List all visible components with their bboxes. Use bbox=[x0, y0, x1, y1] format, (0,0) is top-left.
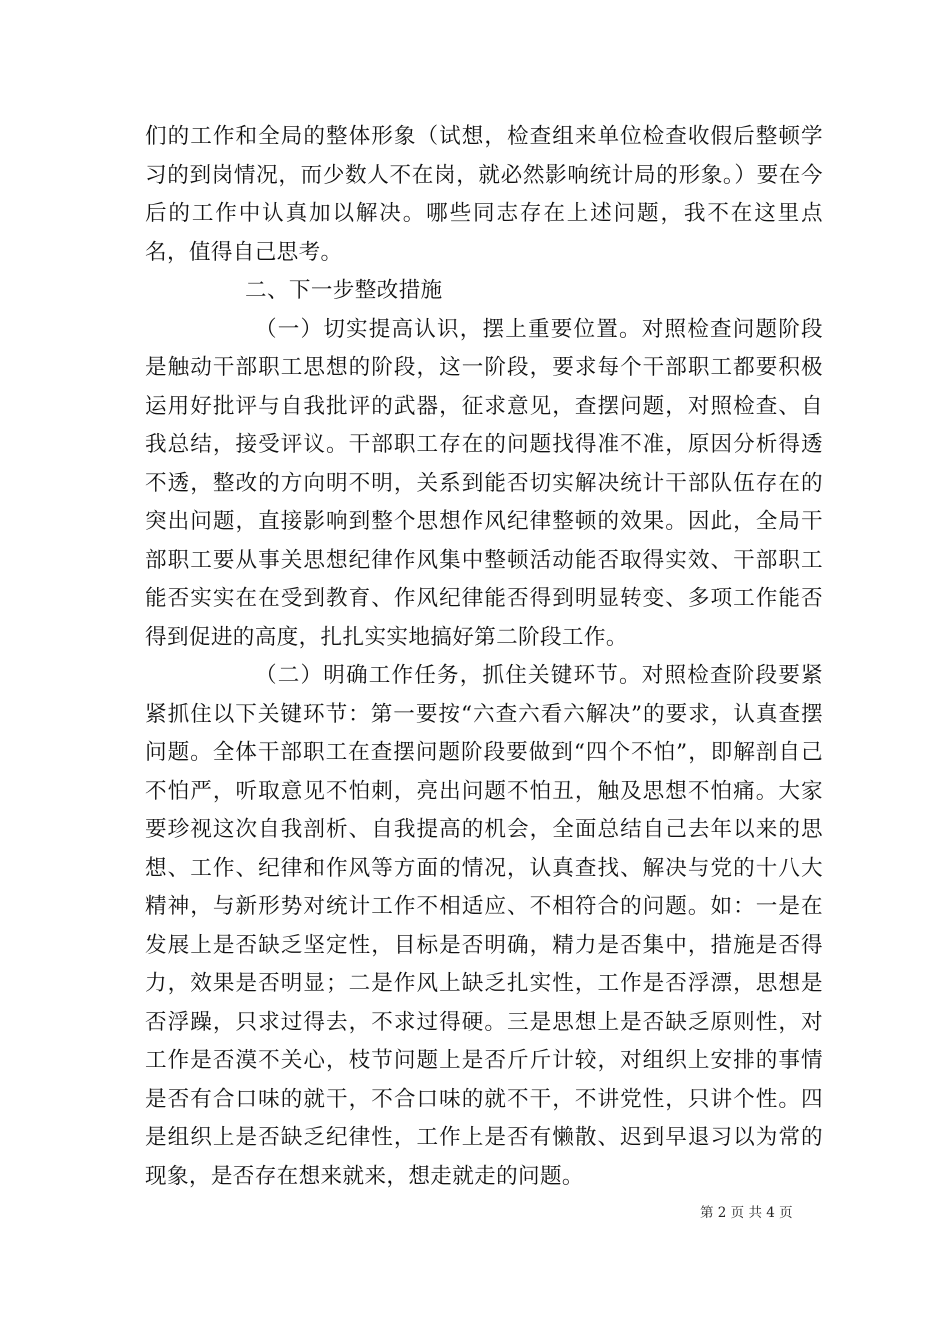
paragraph-continuation: 们的工作和全局的整体形象（试想，检查组来单位检查收假后整顿学习的到岗情况，而少数人不在岗，就必然影响统计局的形象。）要在今后的工作中认真加以解决。哪些同志存在上述问题，我不在这里点名，值得自己思考。 bbox=[145, 124, 823, 265]
paragraph-measure-one: （一）切实提高认识，摆上重要位置。对照检查问题阶段是触动干部职工思想的阶段，这一阶段，要求每个干部职工都要积极运用好批评与自我批评的武器，征求意见，查摆问题，对照检查、自我总结，接受评议。干部职工存在的问题找得准不准，原因分析得透不透，整改的方向明不明，关系到能否切实解决统计干部队伍存在的突出问题，直接影响到整个思想作风纪律整顿的效果。因此，全局干部职工要从事关思想纪律作风集中整顿活动能否取得实效、干部职工能否实实在在受到教育、作风纪律能否得到明显转变、多项工作能否得到促进的高度，扎扎实实地搞好第二阶段工作。 bbox=[145, 316, 823, 650]
paragraph-measure-two: （二）明确工作任务，抓住关键环节。对照检查阶段要紧紧抓住以下关键环节：第一要按“六查六看六解决”的要求，认真查摆问题。全体干部职工在查摆问题阶段要做到“四个不怕”，即解剖自己不怕严，听取意见不怕刺，亮出问题不怕丑，触及思想不怕痛。大家要珍视这次自我剖析、自我提高的机会，全面总结自己去年以来的思想、工作、纪律和作风等方面的情况，认真查找、解决与党的十八大精神，与新形势对统计工作不相适应、不相符合的问题。如：一是在发展上是否缺乏坚定性，目标是否明确，精力是否集中，措施是否得力，效果是否明显；二是作风上缺乏扎实性，工作是否浮漂，思想是否浮躁，只求过得去，不求过得硬。三是思想上是否缺乏原则性，对工作是否漠不关心，枝节问题上是否斤斤计较，对组织上安排的事情是否有合口味的就干，不合口味的就不干，不讲党性，只讲个性。四是组织上是否缺乏纪律性，工作上是否有懒散、迟到早退习以为常的现象，是否存在想来就来，想走就走的问题。 bbox=[145, 663, 823, 1189]
page-number-footer: 第 2 页 共 4 页 bbox=[700, 1205, 793, 1221]
section-heading: 二、下一步整改措施 bbox=[245, 278, 443, 303]
document-body bbox=[145, 118, 823, 1196]
